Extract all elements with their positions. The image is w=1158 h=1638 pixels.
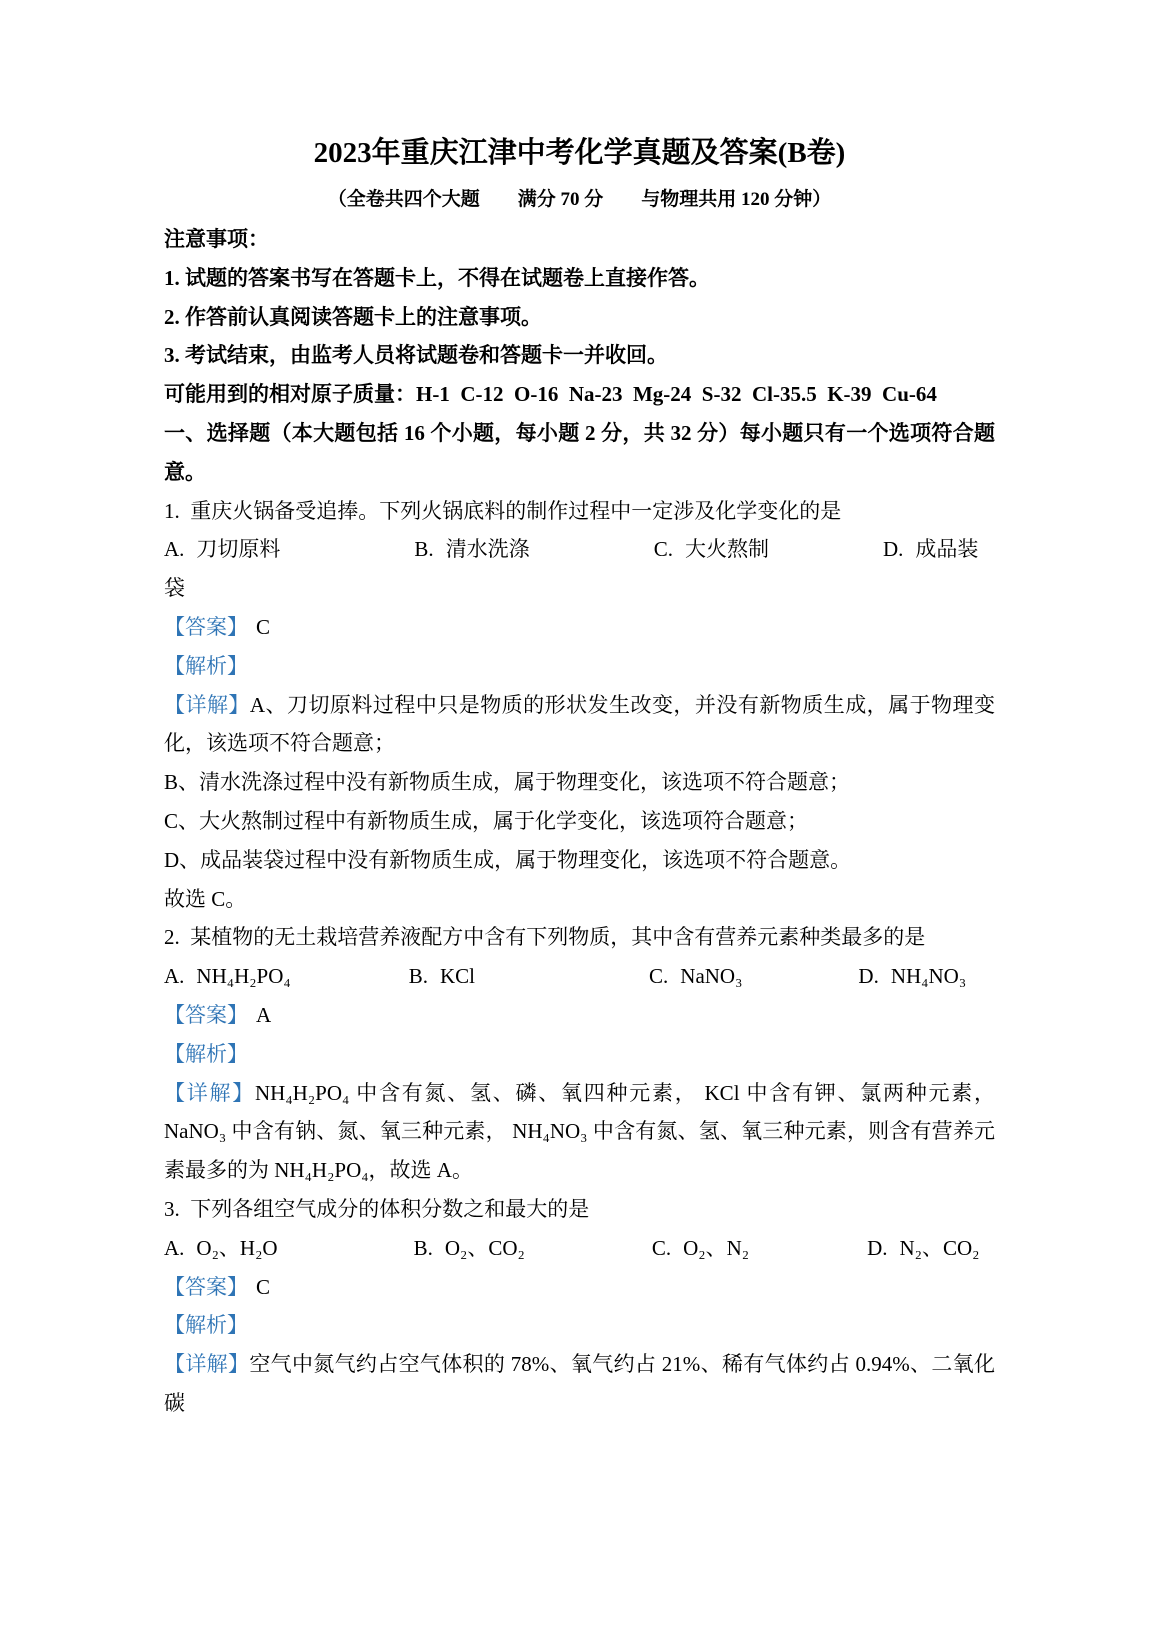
option-text: 大火熬制 xyxy=(684,537,769,562)
option-text: 清水洗涤 xyxy=(445,537,530,562)
detail-line: 故选 C。 xyxy=(164,886,247,911)
detail-label: 【详解】 xyxy=(164,692,250,717)
detail-label: 【详解】 xyxy=(164,1080,255,1105)
option-letter: C. xyxy=(651,1235,672,1260)
option-text: NaNO₃ xyxy=(680,964,743,989)
option-text: O₂、N₂ xyxy=(683,1235,750,1260)
tab-space xyxy=(475,982,649,983)
answer-value: C xyxy=(256,614,271,639)
question-3-options xyxy=(164,1229,995,1268)
tab-space xyxy=(742,982,858,983)
answer-line xyxy=(164,1268,995,1307)
detail-line xyxy=(164,686,995,764)
detail-text: NH₄H₂PO₄ 中含有氮、氢、磷、氧四种元素， KCl 中含有钾、氯两种元素， NaNO₃ 中含有钠、氮、氧三种元素， NH₄NO₃ 中含有氮、氢、氧三种元素，则含有营养元素最多的为 NH₄H₂PO₄，故选 A。 xyxy=(164,1080,996,1183)
option-text: 刀切原料 xyxy=(196,537,281,562)
detail-line: C、大火熬制过程中有新物质生成，属于化学变化，该选项符合题意； xyxy=(164,808,809,833)
analysis-label: 【解析】 xyxy=(164,1041,248,1066)
notice-item-2: 2. 作答前认真阅读答题卡上的注意事项。 xyxy=(164,304,542,329)
option-text: 成品装袋 xyxy=(164,537,979,601)
option-letter: A. xyxy=(164,1235,185,1260)
option-text: NH₄H₂PO₄ xyxy=(196,964,291,989)
option-letter: A. xyxy=(164,537,185,562)
tab-space xyxy=(525,1254,652,1255)
detail-line: B、清水洗涤过程中没有新物质生成，属于物理变化，该选项不符合题意； xyxy=(164,770,851,795)
question-3-stem: 3. 下列各组空气成分的体积分数之和最大的是 xyxy=(164,1196,590,1221)
option-letter: C. xyxy=(649,964,669,989)
detail-text: 空气中氮气约占空气体积的 78%、氧气约占 21%、稀有气体约占 0.94%、二氧化碳 xyxy=(164,1352,996,1415)
question-1-options xyxy=(164,530,995,608)
option-letter: D. xyxy=(858,964,879,989)
exam-title: 2023年重庆江津中考化学真题及答案(B卷) xyxy=(313,137,846,169)
detail-line xyxy=(164,1074,995,1190)
answer-line xyxy=(164,608,995,647)
option-text: O₂、H₂O xyxy=(196,1235,278,1260)
option-text: KCl xyxy=(440,964,476,989)
notice-item-3: 3. 考试结束，由监考人员将试题卷和答题卡一并收回。 xyxy=(164,343,668,368)
question-1-stem: 1. 重庆火锅备受追捧。下列火锅底料的制作过程中一定涉及化学变化的是 xyxy=(164,498,842,523)
analysis-line xyxy=(164,647,995,686)
notice-item-1: 1. 试题的答案书写在答题卡上，不得在试题卷上直接作答。 xyxy=(164,265,710,290)
option-letter: D. xyxy=(867,1235,888,1260)
option-letter: D. xyxy=(882,537,904,562)
option-text: O₂、CO₂ xyxy=(444,1235,525,1260)
answer-value: C xyxy=(256,1274,271,1299)
question-2-stem: 2. 某植物的无土栽培营养液配方中含有下列物质，其中含有营养元素种类最多的是 xyxy=(164,925,926,950)
detail-label: 【详解】 xyxy=(164,1352,250,1377)
exam-info: （全卷共四个大题 满分 70 分 与物理共用 120 分钟） xyxy=(327,189,832,210)
atomic-mass-line: 可能用到的相对原子质量：H-1 C-12 O-16 Na-23 Mg-24 S-32 Cl-35.5 K-39 Cu-64 xyxy=(164,382,937,407)
option-letter: C. xyxy=(653,537,673,562)
option-text: NH₄NO₃ xyxy=(890,964,967,989)
option-letter: B. xyxy=(413,1235,433,1260)
document-content xyxy=(164,0,995,1423)
tab-space xyxy=(769,555,883,556)
notices-heading: 注意事项： xyxy=(164,227,269,251)
section-heading: 一、选择题（本大题包括 16 个小题，每小题 2 分，共 32 分）每小题只有一个选项符合题意。 xyxy=(164,420,995,484)
detail-line: D、成品装袋过程中没有新物质生成，属于物理变化，该选项不符合题意。 xyxy=(164,847,852,872)
analysis-label: 【解析】 xyxy=(164,1313,248,1338)
tab-space xyxy=(278,1254,414,1255)
option-letter: B. xyxy=(408,964,428,989)
answer-label: 【答案】 xyxy=(164,1274,248,1299)
detail-line xyxy=(164,1345,995,1423)
answer-value: A xyxy=(256,1002,272,1027)
tab-space xyxy=(291,982,409,983)
analysis-line xyxy=(164,1035,995,1074)
tab-space xyxy=(530,555,654,556)
tab-space xyxy=(749,1254,867,1255)
option-letter: A. xyxy=(164,964,185,989)
option-text: N₂、CO₂ xyxy=(899,1235,980,1260)
tab-space xyxy=(280,555,414,556)
option-letter: B. xyxy=(414,537,434,562)
question-2-options xyxy=(164,957,995,996)
answer-label: 【答案】 xyxy=(164,614,248,639)
answer-line xyxy=(164,996,995,1035)
detail-text: A、刀切原料过程中只是物质的形状发生改变，并没有新物质生成，属于物理变化，该选项不符合题意； xyxy=(164,692,996,756)
analysis-label: 【解析】 xyxy=(164,653,248,678)
analysis-line xyxy=(164,1306,995,1345)
answer-label: 【答案】 xyxy=(164,1002,248,1027)
